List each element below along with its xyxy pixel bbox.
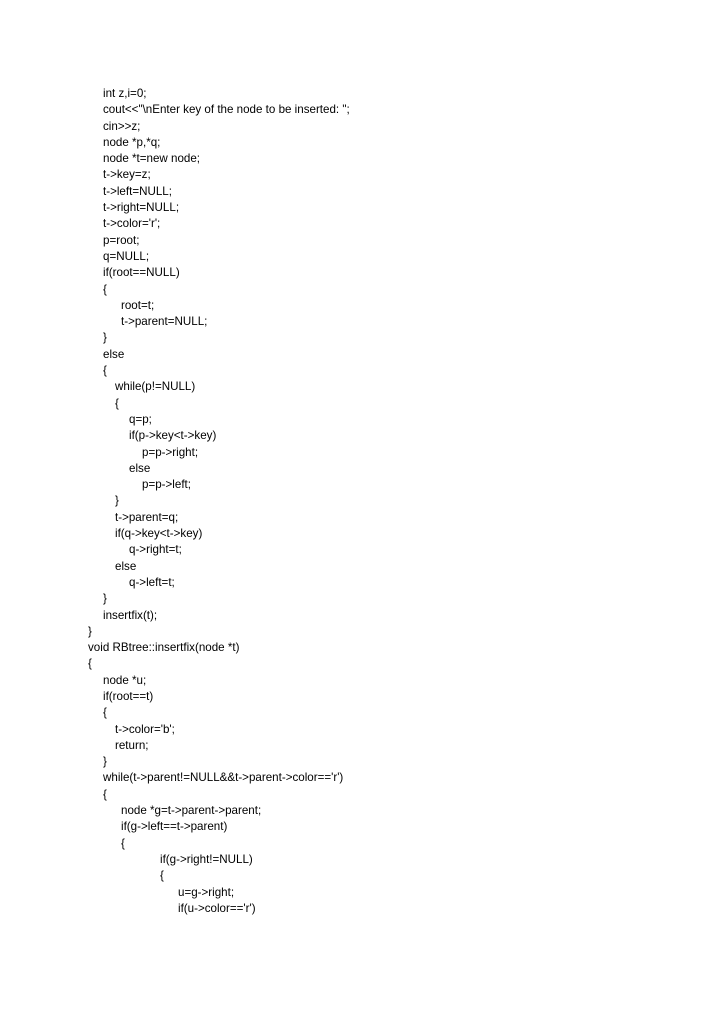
code-line: t->color='b'; [115, 722, 175, 736]
code-line: t->key=z; [103, 168, 151, 182]
code-line: { [121, 836, 125, 850]
code-line: if(g->right!=NULL) [160, 852, 253, 866]
code-document [0, 86, 724, 917]
code-line: p=p->right; [142, 445, 199, 459]
code-line: t->color='r'; [103, 217, 161, 231]
code-line: q->right=t; [129, 543, 182, 557]
code-line: { [103, 706, 107, 720]
code-line: if(p->key<t->key) [129, 429, 217, 443]
code-line: t->right=NULL; [103, 201, 180, 215]
code-line: { [88, 657, 92, 671]
code-line: } [103, 755, 107, 769]
code-line: { [160, 869, 164, 883]
code-line: { [103, 787, 107, 801]
code-line: if(root==NULL) [103, 266, 180, 280]
code-line: if(root==t) [103, 689, 154, 703]
code-line: root=t; [121, 298, 155, 312]
code-line: q=NULL; [103, 249, 150, 263]
code-line: if(q->key<t->key) [115, 527, 203, 541]
code-line: void RBtree::insertfix(node *t) [88, 641, 240, 655]
code-line: else [103, 347, 125, 361]
code-line: node *u; [103, 673, 147, 687]
code-line: t->parent=NULL; [121, 315, 208, 329]
code-line: while(p!=NULL) [115, 380, 196, 394]
code-line: u=g->right; [178, 885, 235, 899]
code-line: else [115, 559, 137, 573]
code-line: { [115, 396, 119, 410]
code-line: if(g->left==t->parent) [121, 820, 228, 834]
code-line: p=root; [103, 233, 140, 247]
code-line: } [103, 592, 107, 606]
code-line: int z,i=0; [103, 87, 147, 100]
code-line: p=p->left; [142, 478, 191, 492]
code-line: while(t->parent!=NULL&&t->parent->color=='r') [103, 771, 344, 785]
code-line: { [103, 364, 107, 378]
code-line: } [88, 624, 92, 638]
code-line: q->left=t; [129, 575, 175, 589]
code-line: t->left=NULL; [103, 184, 172, 198]
code-line: } [103, 331, 107, 345]
code-line: return; [115, 738, 149, 752]
code-line: insertfix(t); [103, 608, 158, 622]
code-line: node *g=t->parent->parent; [121, 804, 262, 818]
code-line: node *p,*q; [103, 135, 161, 149]
code-line: node *t=new node; [103, 152, 201, 166]
code-line: t->parent=q; [115, 510, 179, 524]
code-line: { [103, 282, 107, 296]
code-line: cin>>z; [103, 119, 141, 133]
code-line: cout<<"\nEnter key of the node to be inserted: "; [103, 103, 350, 117]
code-line: q=p; [129, 412, 152, 426]
code-line: if(u->color=='r') [178, 901, 256, 915]
code-line: else [129, 461, 151, 475]
code-line: } [115, 494, 119, 508]
